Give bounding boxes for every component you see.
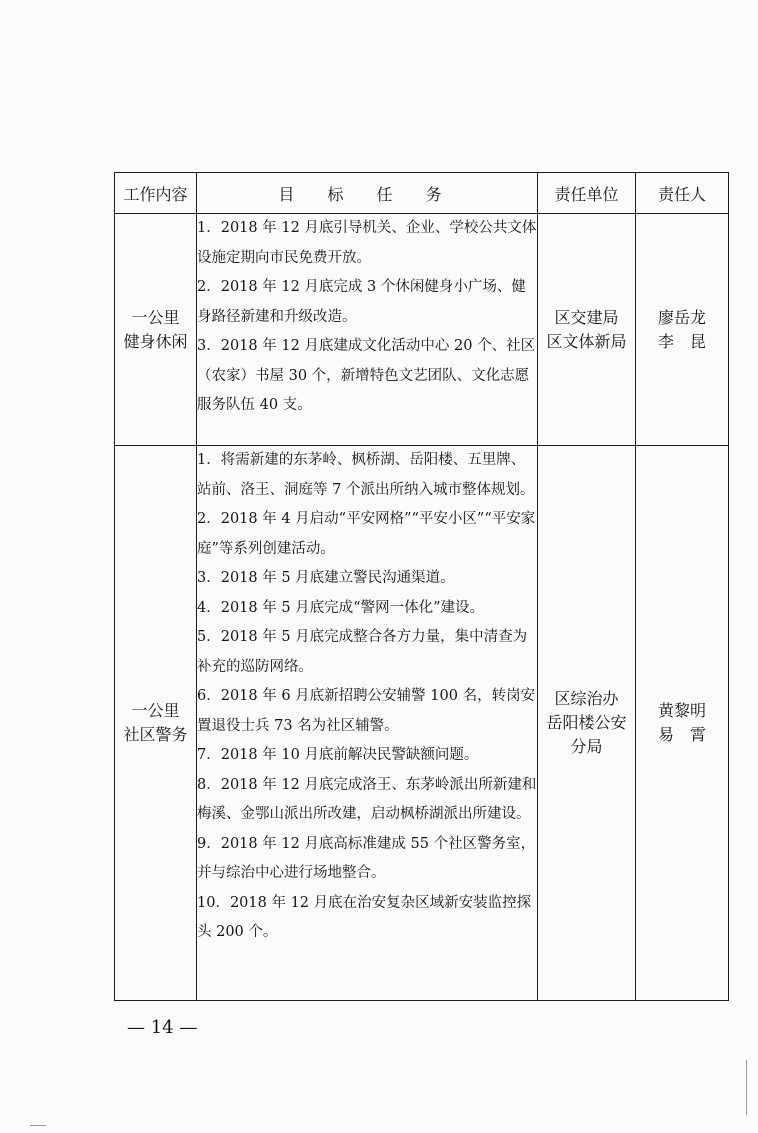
header-work-content: 工作内容 — [115, 173, 197, 214]
task-item: 2．2018 年 12 月底完成 3 个休闲健身小广场、健身路径新建和升级改造。 — [197, 279, 526, 325]
task-item: 9．2018 年 12 月底高标准建成 55 个社区警务室，并与综治中心进行场地整合。 — [197, 835, 536, 881]
unit-line: 区交建局 — [554, 307, 619, 327]
person-name: 李 昆 — [657, 331, 706, 351]
person-name: 廖岳龙 — [657, 307, 706, 327]
task-item: 3．2018 年 12 月底建成文化活动中心 20 个、社区（农家）书屋 30 个，新增特色文艺团队、文化志愿服务队伍 40 支。 — [197, 338, 536, 413]
header-target-tasks: 目 标 任 务 — [197, 173, 538, 214]
target-tasks-cell — [197, 214, 538, 446]
work-content-line: 健身休闲 — [123, 331, 188, 351]
work-content-cell — [115, 446, 197, 1001]
scan-artifact-line — [746, 1060, 747, 1115]
unit-line: 区综治办 — [554, 689, 619, 708]
responsible-unit-cell — [538, 446, 636, 1001]
person-name: 黄黎明 — [657, 701, 706, 720]
task-item: 1．将需新建的东茅岭、枫桥湖、岳阳楼、五里牌、站前、洛王、洞庭等 7 个派出所纳入城市整体规划。 — [197, 452, 535, 498]
task-item: 7．2018 年 10 月底前解决民警缺额问题。 — [197, 747, 479, 763]
unit-line: 岳阳楼公安 — [546, 713, 627, 732]
task-item: 5．2018 年 5 月底完成整合各方力量，集中清查为补充的巡防网络。 — [197, 629, 528, 675]
header-responsible-person: 责任人 — [636, 173, 729, 214]
header-row — [115, 173, 729, 214]
task-item: 2．2018 年 4 月启动“平安网格”“平安小区”“平安家庭”等系列创建活动。 — [197, 511, 536, 557]
table-row — [115, 214, 729, 446]
task-item: 10．2018 年 12 月底在治安复杂区域新安装监控探头 200 个。 — [197, 894, 532, 940]
task-item: 1．2018 年 12 月底引导机关、企业、学校公共文体设施定期向市民免费开放。 — [197, 220, 537, 266]
task-item: 8．2018 年 12 月底完成洛王、东茅岭派出所新建和梅溪、金鄂山派出所改建，启动枫桥湖派出所建设。 — [197, 776, 537, 822]
responsible-person-cell — [636, 446, 729, 1001]
target-tasks-cell — [197, 446, 538, 1001]
task-item: 4．2018 年 5 月底完成“警网一体化”建设。 — [197, 599, 485, 616]
person-name: 易 霄 — [657, 725, 706, 744]
responsible-person-cell — [636, 214, 729, 446]
table-row — [115, 446, 729, 1001]
work-content-line: 一公里 — [131, 307, 180, 327]
task-table — [114, 172, 729, 1001]
unit-line: 区文体新局 — [546, 331, 627, 351]
scan-artifact-dot — [30, 1125, 46, 1126]
header-responsible-unit: 责任单位 — [538, 173, 636, 214]
work-content-line: 社区警务 — [123, 725, 188, 744]
task-item: 6．2018 年 6 月底新招聘公安辅警 100 名，转岗安置退役士兵 73 名为社区辅警。 — [197, 688, 536, 734]
responsible-unit-cell — [538, 214, 636, 446]
task-item: 3．2018 年 5 月底建立警民沟通渠道。 — [197, 570, 455, 586]
work-content-line: 一公里 — [131, 701, 180, 720]
unit-line: 分局 — [570, 737, 603, 756]
work-content-cell — [115, 214, 197, 446]
page-number: — 14 — — [127, 1017, 198, 1038]
